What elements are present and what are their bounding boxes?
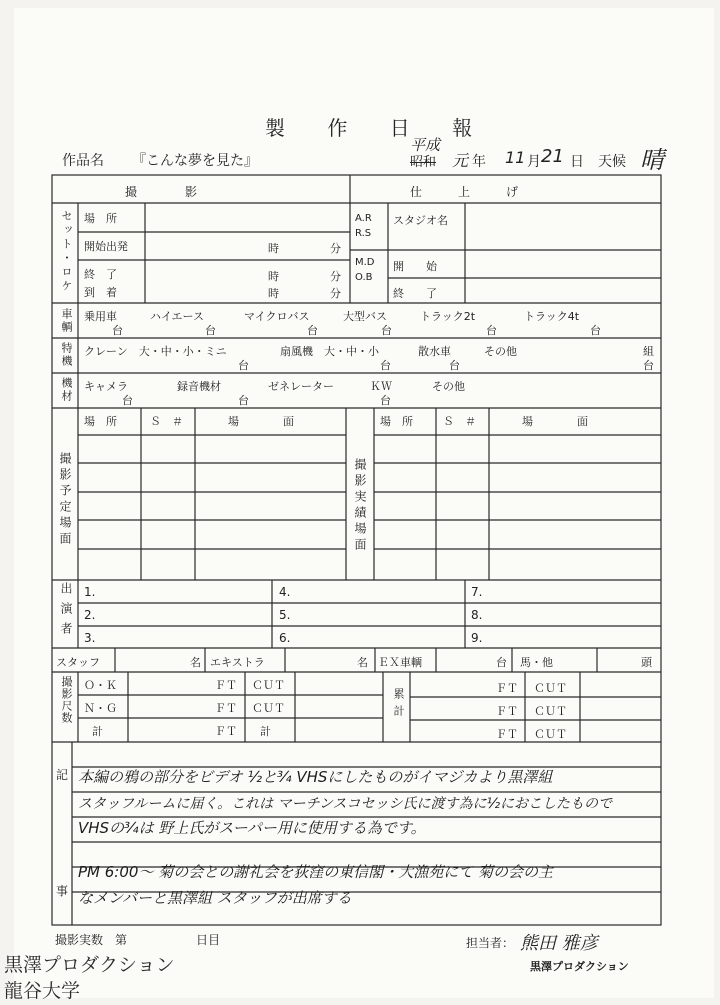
year-unit: 年 bbox=[472, 154, 486, 170]
vehicle-hiace: ハイエース bbox=[150, 310, 205, 323]
special-fan-unit: 台 bbox=[380, 359, 391, 372]
notes-label-ji: 事 bbox=[56, 884, 69, 898]
equipment-camera: キャメラ bbox=[84, 380, 128, 393]
arrive-hour-label: 時 bbox=[268, 287, 279, 300]
cum-ng-ft: ＦＴ bbox=[496, 705, 518, 718]
basho-label: 場 所 bbox=[84, 212, 117, 225]
header-shiage: 仕 上 げ bbox=[410, 185, 519, 199]
total-label: 計 bbox=[92, 725, 103, 738]
vehicles-label: 車輌 bbox=[60, 308, 73, 334]
scene-number-header: Ｓ ＃ bbox=[150, 415, 183, 428]
cum-ng-cut: ＣＵＴ bbox=[534, 705, 567, 718]
end-min-label: 分 bbox=[330, 270, 341, 283]
extra-unit: 名 bbox=[357, 656, 368, 669]
special-set-unit: 組 bbox=[643, 345, 654, 358]
finish-start-label: 開 始 bbox=[393, 260, 437, 273]
vehicle-bus: 大型バス bbox=[343, 310, 387, 323]
day-unit: 日 bbox=[570, 154, 584, 170]
year-value: 元 bbox=[452, 151, 469, 170]
equipment-kw-unit: 台 bbox=[380, 394, 391, 407]
cum-ok-cut: ＣＵＴ bbox=[534, 682, 567, 695]
ng-cut: ＣＵＴ bbox=[252, 702, 285, 715]
cast-6: 6. bbox=[279, 631, 291, 645]
work-title: 『こんな夢を見た』 bbox=[132, 153, 258, 169]
note-line-5: なメンバーと黒澤組 スタッフが出席する bbox=[78, 889, 352, 907]
finish-end-label: 終 了 bbox=[393, 287, 437, 300]
actual-scenes-label: 撮影実績場面 bbox=[353, 458, 367, 554]
cast-8: 8. bbox=[471, 608, 483, 622]
arrive-min-label: 分 bbox=[330, 287, 341, 300]
header-satsuei: 撮 影 bbox=[125, 185, 198, 199]
weather-label: 天候 bbox=[598, 154, 626, 170]
ex-car-label: ＥＸ車輌 bbox=[378, 656, 422, 669]
planned-scenes-label: 撮影予定場面 bbox=[58, 452, 72, 548]
rs-label: R.S bbox=[355, 228, 372, 239]
shooting-days-unit: 日目 bbox=[196, 933, 221, 947]
studio-label: スタジオ名 bbox=[393, 214, 448, 227]
staff-unit: 名 bbox=[190, 656, 201, 669]
cast-7: 7. bbox=[471, 585, 483, 599]
company-name: 黒澤プロダクション bbox=[530, 960, 629, 973]
cum-total-ft: ＦＴ bbox=[496, 728, 518, 741]
note-line-2: スタッフルームに届く。これは マーチンスコセッシ氏に渡す為に½におこしたもので bbox=[78, 796, 613, 812]
note-line-4: PM 6:00～ 菊の会との謝礼会を荻窪の東信閣・大漁苑にて 菊の会の主 bbox=[78, 863, 553, 881]
total-kei: 計 bbox=[260, 725, 271, 738]
set-loke-label: セット・ロケ bbox=[60, 210, 73, 294]
person-label: 担当者： bbox=[466, 936, 515, 950]
md-label: M.D bbox=[355, 257, 375, 268]
start-hour-label: 時 bbox=[268, 242, 279, 255]
era-handwritten: 平成 bbox=[410, 136, 441, 154]
watermark-line-2: 龍谷大学 bbox=[4, 980, 81, 1002]
special-sprinkler: 散水車 bbox=[418, 345, 451, 358]
total-ft: ＦＴ bbox=[215, 725, 237, 738]
actual-desc-header: 場 面 bbox=[522, 415, 588, 428]
weather-value: 晴 bbox=[640, 146, 664, 174]
equipment-other: その他 bbox=[432, 380, 465, 393]
note-line-3: VHSの¾は 野上氏がスーパー用に使用する為です。 bbox=[78, 819, 426, 837]
end-label: 終 了 bbox=[84, 268, 117, 281]
month-unit: 月 bbox=[527, 154, 541, 170]
actual-number-header: Ｓ ＃ bbox=[443, 415, 476, 428]
special-sprinkler-unit: 台 bbox=[449, 359, 460, 372]
vehicle-unit-1: 台 bbox=[112, 324, 123, 337]
equipment-recorder-unit: 台 bbox=[238, 394, 249, 407]
extra-label: エキストラ bbox=[210, 656, 265, 669]
person-name: 熊田 雅彦 bbox=[520, 933, 598, 954]
vehicle-unit-4: 台 bbox=[381, 324, 392, 337]
vehicle-truck2t: トラック2t bbox=[420, 310, 476, 323]
ok-label: Ｏ・Ｋ bbox=[84, 679, 117, 692]
actual-place-header: 場 所 bbox=[380, 415, 413, 428]
cast-1: 1. bbox=[84, 585, 96, 599]
cast-4: 4. bbox=[279, 585, 291, 599]
ob-label: O.B bbox=[355, 272, 373, 283]
month-value: 11 bbox=[505, 148, 526, 167]
equipment-label: 機材 bbox=[60, 377, 73, 403]
ng-label: Ｎ・Ｇ bbox=[84, 702, 117, 715]
ex-car-unit: 台 bbox=[496, 656, 507, 669]
vehicle-unit-2: 台 bbox=[205, 324, 216, 337]
staff-label: スタッフ bbox=[56, 656, 100, 669]
cast-3: 3. bbox=[84, 631, 96, 645]
equipment-generator: ゼネレーター bbox=[268, 380, 334, 393]
scene-desc-header: 場 面 bbox=[228, 415, 294, 428]
special-crane-unit: 台 bbox=[238, 359, 249, 372]
report-title: 製 作 日 報 bbox=[265, 116, 491, 140]
notes-label-ki: 記 bbox=[56, 768, 69, 782]
work-label: 作品名 bbox=[62, 153, 104, 169]
horse-label: 馬・他 bbox=[520, 656, 553, 669]
special-crane: クレーン 大・中・小・ミニ bbox=[84, 345, 227, 358]
vehicle-truck4t: トラック4t bbox=[524, 310, 580, 323]
arrive-label: 到 着 bbox=[84, 286, 117, 299]
vehicle-microbus: マイクロバス bbox=[244, 310, 310, 323]
note-line-1: 本編の鴉の部分をビデオ ½と¾ VHSにしたものがイマジカより黒澤組 bbox=[78, 768, 553, 786]
day-value: 21 bbox=[541, 146, 564, 167]
vehicle-car: 乗用車 bbox=[84, 310, 117, 323]
vehicle-unit-3: 台 bbox=[307, 324, 318, 337]
special-label: 特機 bbox=[60, 342, 73, 368]
special-other-unit: 台 bbox=[643, 359, 654, 372]
cast-2: 2. bbox=[84, 608, 96, 622]
shooting-days-label: 撮影実数 第 bbox=[55, 933, 128, 947]
equipment-camera-unit: 台 bbox=[122, 394, 133, 407]
watermark-line-1: 黒澤プロダクション bbox=[4, 954, 175, 976]
film-length-label: 撮影尺数 bbox=[60, 676, 73, 724]
start-label: 開始出発 bbox=[84, 240, 128, 253]
cast-label: 出演者 bbox=[59, 582, 73, 642]
cum-ok-ft: ＦＴ bbox=[496, 682, 518, 695]
cast-9: 9. bbox=[471, 631, 483, 645]
ar-label: A.R bbox=[355, 213, 372, 224]
vehicle-unit-6: 台 bbox=[590, 324, 601, 337]
ok-cut: ＣＵＴ bbox=[252, 679, 285, 692]
vehicle-unit-5: 台 bbox=[486, 324, 497, 337]
cumulative-label: 累計 bbox=[392, 688, 405, 722]
ok-ft: ＦＴ bbox=[215, 679, 237, 692]
equipment-kw: ＫＷ bbox=[370, 380, 392, 393]
equipment-recorder: 録音機材 bbox=[177, 380, 221, 393]
ng-ft: ＦＴ bbox=[215, 702, 237, 715]
scene-place-header: 場 所 bbox=[84, 415, 117, 428]
horse-unit: 頭 bbox=[641, 656, 652, 669]
special-other: その他 bbox=[484, 345, 517, 358]
era-printed: 昭和 bbox=[410, 155, 437, 170]
cum-total-cut: ＣＵＴ bbox=[534, 728, 567, 741]
special-fan: 扇風機 大・中・小 bbox=[280, 345, 379, 358]
start-min-label: 分 bbox=[330, 242, 341, 255]
end-hour-label: 時 bbox=[268, 270, 279, 283]
cast-5: 5. bbox=[279, 608, 291, 622]
